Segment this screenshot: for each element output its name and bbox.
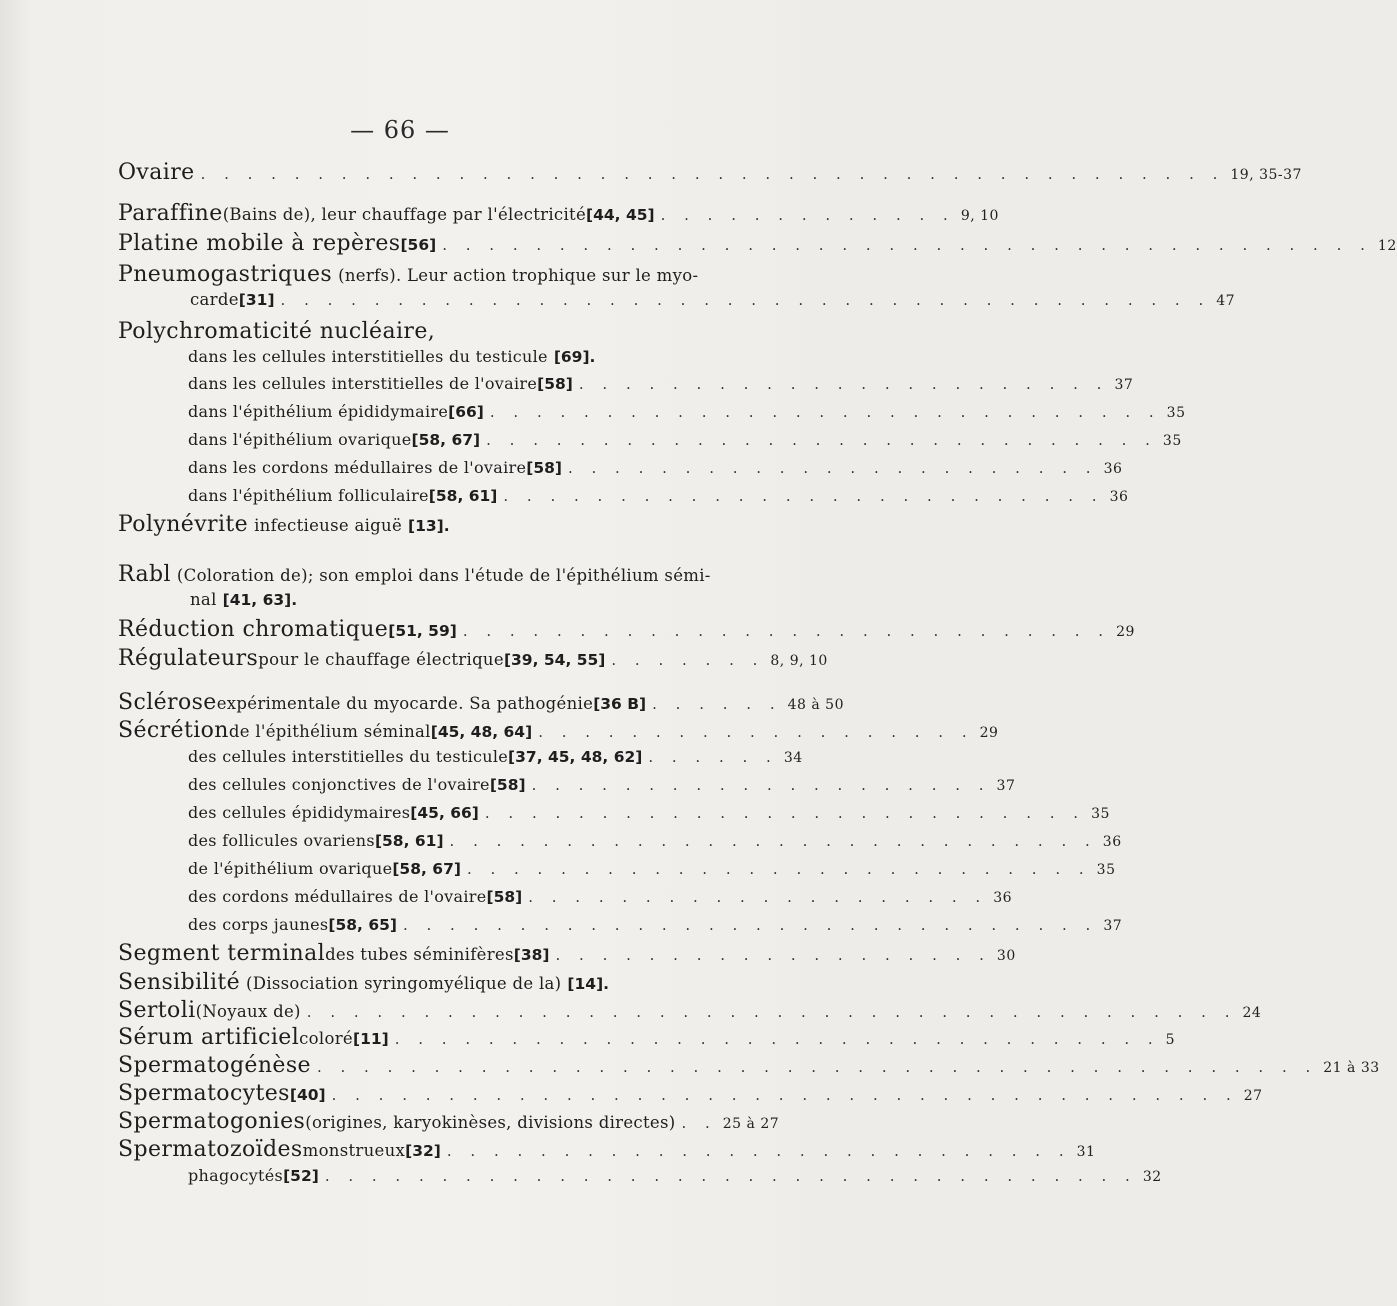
entry-citation: [39, 54, 55]	[503, 651, 606, 669]
entry-pages: 32	[1142, 1169, 1162, 1185]
entry-head: Pneumogastriques	[118, 262, 333, 287]
entry-text: coloré	[299, 1029, 353, 1048]
index-subentry	[188, 775, 1016, 803]
index-entry-spermatozoides	[118, 1137, 1096, 1169]
entry-text: dans l'épithélium ovarique	[188, 430, 412, 449]
entry-pages: 29	[1116, 624, 1135, 640]
entry-citation: [69].	[553, 348, 596, 366]
dot-leader: . . . . . . . . . . . . . . . . . . . . . . . . . . .	[466, 860, 1091, 878]
entry-text: dans les cordons médullaires de l'ovaire	[188, 458, 527, 477]
entry-pages: 27	[1243, 1088, 1263, 1104]
index-subentry	[188, 374, 1134, 402]
entry-pages: 35	[1166, 405, 1186, 421]
dot-leader: . . . . . . . . . . . . . . . . . . . . . . . . . . . .	[462, 622, 1111, 640]
index-subentry	[188, 430, 1182, 458]
entry-citation: [58]	[537, 375, 573, 393]
index-entry-segment-terminal	[118, 941, 1016, 973]
dot-leader: . . . . . .	[652, 695, 782, 713]
entry-text: (Bains de), leur chauffage par l'électricité	[222, 205, 587, 224]
dot-leader: . . . . . . . . . . . . . . . . . . . . . . . . . .	[484, 804, 1086, 822]
entry-text: phagocytés	[188, 1166, 284, 1185]
entry-text: de l'épithélium ovarique	[188, 859, 393, 878]
index-subentry	[188, 915, 1123, 943]
dot-leader: . . . . . . . . . . . . . . . . . . . . . . .	[578, 375, 1109, 393]
entry-pages: 25 à 27	[722, 1116, 780, 1132]
index-entry-secretion	[118, 718, 999, 750]
entry-head: Réduction chromatique	[118, 617, 389, 642]
entry-text: (Dissociation syringomyélique de la)	[246, 974, 562, 993]
dot-leader: . . . . . .	[648, 748, 778, 766]
entry-head: Rabl	[118, 562, 171, 587]
entry-text: des corps jaunes	[188, 915, 329, 934]
entry-citation: [45, 66]	[410, 804, 479, 822]
entry-text: infectieuse aiguë	[254, 516, 403, 535]
entry-head: Spermatogonies	[118, 1109, 306, 1134]
entry-pages: 36	[1103, 461, 1123, 477]
entry-citation: [51, 59]	[388, 622, 457, 640]
entry-text: dans les cellules interstitielles de l'ovaire	[188, 374, 538, 393]
index-subentry	[188, 347, 768, 375]
entry-text: de l'épithélium séminal	[228, 722, 431, 741]
entry-citation: [32]	[405, 1142, 441, 1160]
entry-head: Ovaire	[118, 160, 195, 185]
entry-pages: 12	[1377, 238, 1397, 254]
dot-leader: . .	[681, 1114, 717, 1132]
entry-pages: 37	[1103, 918, 1123, 934]
entry-pages: 35	[1096, 862, 1116, 878]
entry-citation: [66]	[448, 403, 484, 421]
entry-head: Polynévrite	[118, 512, 249, 537]
entry-citation: [13].	[408, 517, 450, 535]
entry-citation: [58, 67]	[411, 431, 481, 449]
index-entry-regulateurs	[118, 646, 828, 678]
dot-leader: . . . . . . . . . . . . . . . . . . . . . . . . . . . . . . . . . . . . . . . . . . .	[316, 1058, 1318, 1076]
index-subentry	[188, 402, 1186, 430]
index-subentry	[188, 831, 1122, 859]
entry-pages: 35	[1091, 806, 1110, 822]
entry-citation: [45, 48, 64]	[430, 723, 533, 741]
entry-head: Spermatocytes	[118, 1081, 290, 1106]
entry-head: Sensibilité	[118, 970, 241, 995]
entry-pages: 36	[1102, 834, 1122, 850]
page-number: — 66 —	[350, 116, 450, 144]
dot-leader: . . . . . . . . . . . . . . . . . . . . . . . . . . .	[446, 1142, 1071, 1160]
entry-text: des cellules épididymaires	[188, 803, 411, 822]
dot-leader: . . . . . . . . . . . . . . . . . . . . . . . . . . . . . . . . . . . . . . . . . . . .	[200, 165, 1225, 183]
entry-pages: 29	[979, 725, 999, 741]
entry-pages: 8, 9, 10	[770, 653, 828, 669]
entry-head: Sclérose	[118, 690, 217, 715]
dot-leader: . . . . . . . . . . . . . . . . . . . . . . . . . . . . . .	[402, 916, 1098, 934]
dot-leader: . . . . . . . . . . . . . . . . . . . .	[531, 776, 991, 794]
entry-head: Spermatozoïdes	[118, 1137, 303, 1162]
index-subentry	[188, 486, 1129, 514]
entry-citation: [40]	[289, 1086, 326, 1104]
entry-text: des tubes séminifères	[325, 945, 514, 964]
dot-leader: . . . . . . . . . . . . . . . . . . . . . . . . . . . . . . . . . . . . . . .	[331, 1086, 1238, 1104]
entry-text: expérimentale du myocarde. Sa pathogénie	[216, 694, 594, 713]
entry-pages: 21 à 33	[1323, 1060, 1380, 1076]
entry-text: dans l'épithélium folliculaire	[188, 486, 429, 505]
entry-citation: [37, 45, 48, 62]	[508, 748, 643, 766]
entry-pages: 47	[1216, 293, 1236, 309]
entry-citation: [58, 67]	[392, 860, 461, 878]
entry-text: nal	[190, 590, 217, 609]
entry-head: Platine mobile à repères	[118, 231, 401, 256]
index-entry-paraffine	[118, 201, 999, 233]
index-entry-reduction	[118, 617, 1135, 649]
entry-text: des follicules ovariens	[188, 831, 375, 850]
index-subentry	[188, 458, 1123, 486]
entry-pages: 36	[993, 890, 1013, 906]
entry-head: Spermatogénèse	[118, 1053, 311, 1078]
entry-pages: 24	[1242, 1005, 1262, 1021]
entry-citation: [41, 63].	[222, 591, 298, 609]
entry-text: (Coloration de); son emploi dans l'étude de l'épithélium sémi-	[176, 566, 711, 585]
index-subentry	[188, 887, 1013, 915]
entry-citation: [56]	[400, 236, 437, 254]
dot-leader: . . . . . . . . . . . . . . . . . . . . . . . . . . . .	[449, 832, 1097, 850]
entry-citation: [58]	[486, 888, 523, 906]
entry-citation: [58]	[526, 459, 562, 477]
entry-head: Régulateurs	[118, 646, 259, 671]
index-subentry	[188, 1166, 1162, 1194]
entry-text: (nerfs). Leur action trophique sur le myo-	[338, 266, 699, 285]
index-entry-continuation	[190, 290, 1236, 322]
entry-citation: [52]	[283, 1167, 319, 1185]
entry-text: des cordons médullaires de l'ovaire	[188, 887, 487, 906]
entry-pages: 30	[996, 948, 1016, 964]
entry-citation: [14].	[567, 975, 610, 993]
entry-text: (Noyaux de)	[195, 1002, 301, 1021]
entry-pages: 48 à 50	[787, 697, 844, 713]
entry-pages: 35	[1162, 433, 1182, 449]
entry-citation: [58, 61]	[428, 487, 498, 505]
dot-leader: . . . . . . . . . . . . . . . . . . . . . . . . . .	[503, 487, 1104, 505]
entry-text: pour le chauffage électrique	[258, 650, 504, 669]
index-subentry	[188, 747, 803, 775]
entry-pages: 36	[1109, 489, 1129, 505]
entry-head: Segment terminal	[118, 941, 326, 966]
entry-pages: 34	[783, 750, 803, 766]
entry-pages: 37	[996, 778, 1016, 794]
entry-text: dans les cellules interstitielles du testicule	[188, 347, 548, 366]
dot-leader: . . . . . . . . . . . . . . . . . . . . . . . . . . . . . . . . . . . . . . . .	[280, 291, 1211, 309]
dot-leader: . . . . . . . . . . . . . . . . . . . . . . . . . . . . .	[486, 431, 1157, 449]
entry-citation: [44, 45]	[586, 206, 655, 224]
entry-text: carde	[190, 290, 239, 309]
entry-citation: [38]	[513, 946, 550, 964]
dot-leader: . . . . . . . . . . . . . . . . . . . . . . . . . . . . .	[489, 403, 1161, 421]
entry-text: des cellules conjonctives de l'ovaire	[188, 775, 490, 794]
entry-head: Polychromaticité nucléaire,	[118, 319, 436, 344]
entry-pages: 5	[1165, 1032, 1176, 1048]
entry-head: Sérum artificiel	[118, 1025, 300, 1050]
entry-head: Paraffine	[118, 201, 223, 226]
entry-text: (origines, karyokinèses, divisions directes)	[305, 1113, 676, 1132]
entry-pages: 19, 35-37	[1230, 167, 1302, 183]
dot-leader: . . . . . . . . . . . . . . . . . . .	[555, 946, 991, 964]
entry-pages: 37	[1114, 377, 1134, 393]
entry-text: monstrueux	[302, 1141, 406, 1160]
entry-text: des cellules interstitielles du testicule	[188, 747, 509, 766]
index-entry-platine	[118, 231, 1397, 263]
entry-citation: [31]	[238, 291, 275, 309]
entry-citation: [58]	[489, 776, 526, 794]
dot-leader: . . . . . . . . . . . . . . . . . . .	[538, 723, 974, 741]
entry-head: Sertoli	[118, 998, 196, 1023]
dot-leader: . . . . . . . . . . . . . . . . . . . . . . . . . . . . . . . . .	[394, 1030, 1160, 1048]
entry-pages: 31	[1076, 1144, 1096, 1160]
dot-leader: . . . . . . .	[611, 651, 765, 669]
dot-leader: . . . . . . . . . . . . . . . . . . . . . . . . . . . . . . . . . . . . . . . .	[442, 236, 1372, 254]
dot-leader: . . . . . . . . . . . . . . . . . . . .	[528, 888, 988, 906]
entry-citation: [36 B]	[593, 695, 647, 713]
entry-citation: [58, 65]	[328, 916, 397, 934]
entry-pages: 9, 10	[960, 208, 999, 224]
dot-leader: . . . . . . . . . . . . . . . . . . . . . . . . . . . . . . . . . . . . . . . .	[306, 1003, 1237, 1021]
dot-leader: . . . . . . . . . . . . . . . . . . . . . . . . . . . . . . . . . . .	[324, 1167, 1137, 1185]
entry-citation: [58, 61]	[374, 832, 444, 850]
entry-citation: [11]	[352, 1030, 389, 1048]
entry-head: Sécrétion	[118, 718, 229, 743]
dot-leader: . . . . . . . . . . . . .	[660, 206, 955, 224]
index-subentry	[188, 803, 1110, 831]
dot-leader: . . . . . . . . . . . . . . . . . . . . . . .	[567, 459, 1098, 477]
index-subentry	[188, 859, 1116, 887]
index-entry-ovaire	[118, 160, 1302, 192]
entry-text: dans l'épithélium épididymaire	[188, 402, 449, 421]
index-entry-polynevrite	[118, 512, 768, 544]
